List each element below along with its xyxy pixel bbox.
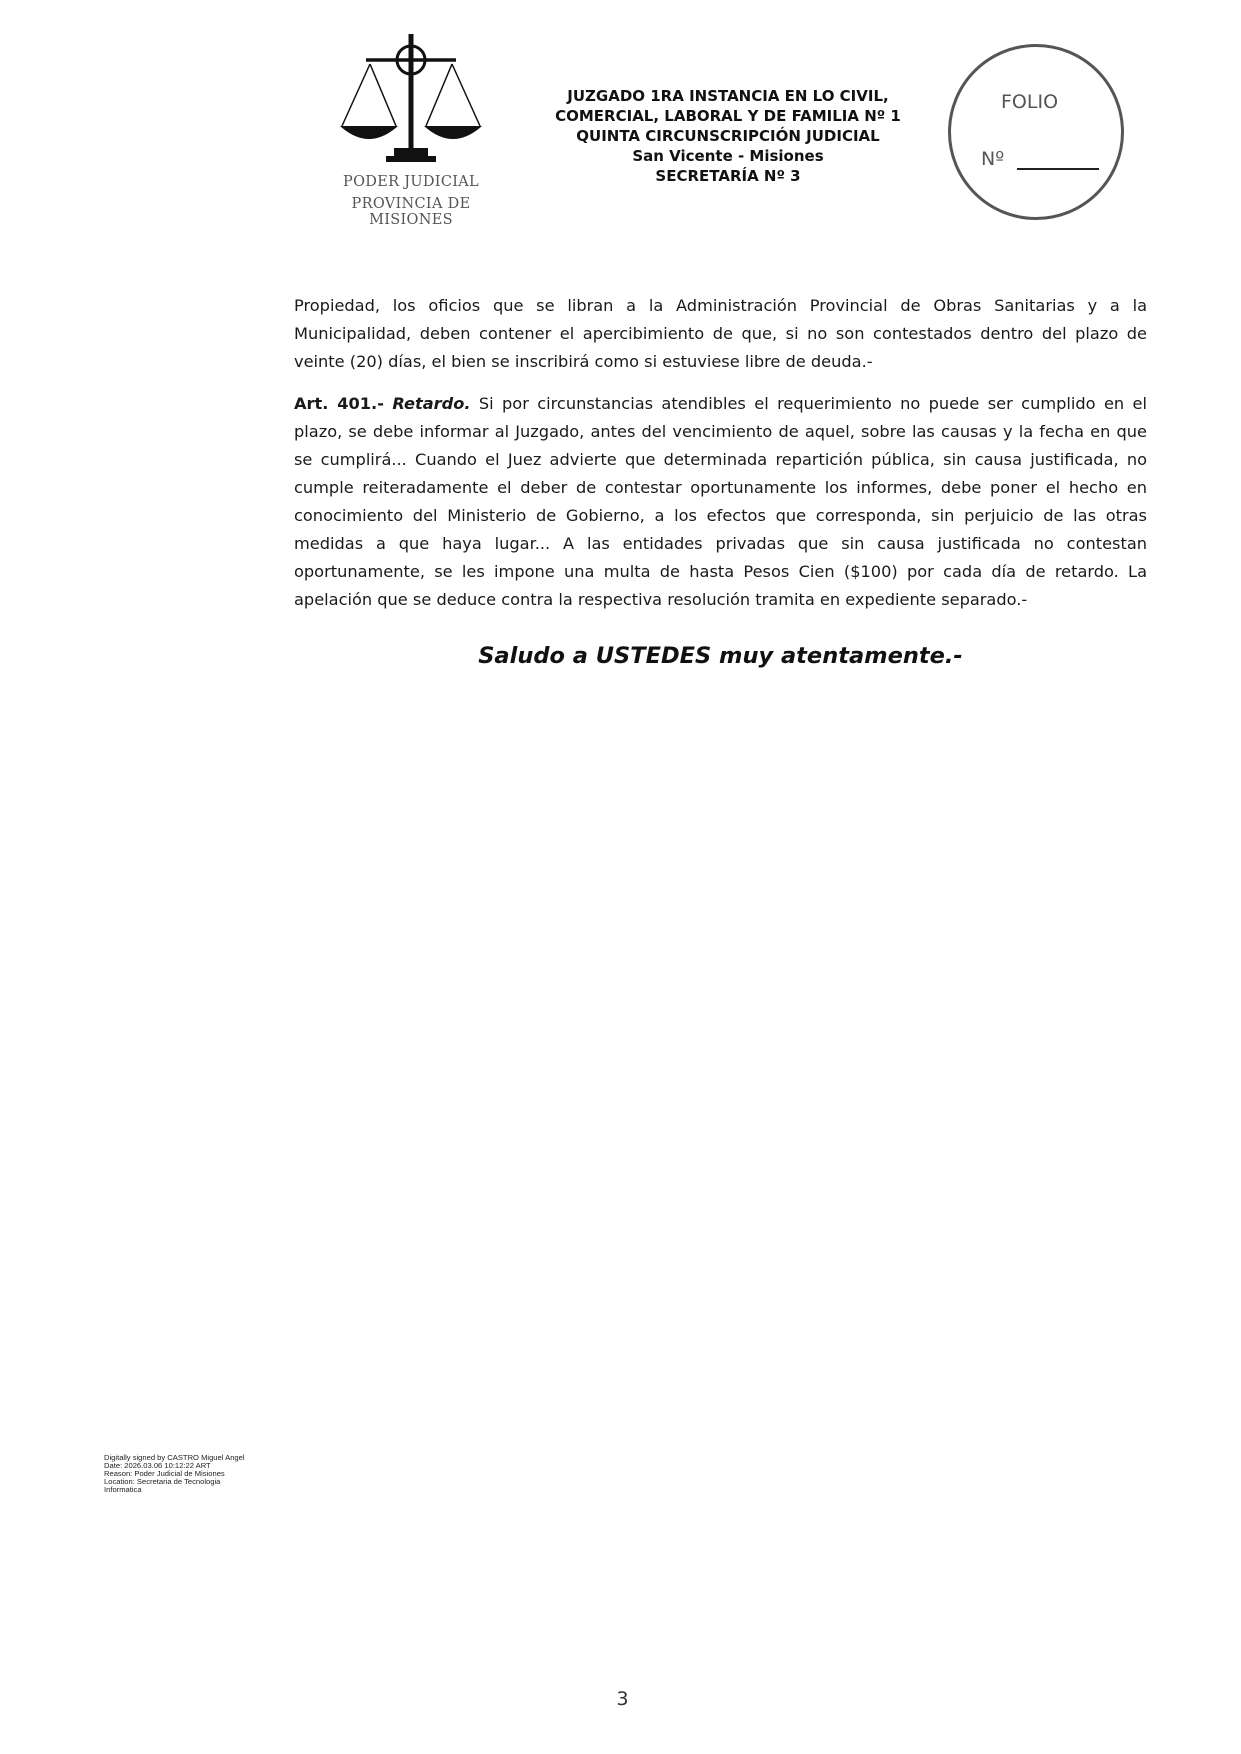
folio-number-label: Nº <box>981 148 1005 170</box>
court-header-line: QUINTA CIRCUNSCRIPCIÓN JUDICIAL <box>576 127 880 145</box>
signature-line: Digitally signed by CASTRO Miguel Angel <box>104 1453 245 1462</box>
document-body <box>294 292 1147 614</box>
page-number: 3 <box>616 1688 629 1710</box>
closing-salutation: Saludo a USTEDES muy atentamente.- <box>478 643 963 669</box>
logo-line-1: PODER JUDICIAL <box>343 174 479 190</box>
signature-line: Informatica <box>104 1485 142 1494</box>
court-header-line: San Vicente - Misiones <box>632 147 824 165</box>
scales-of-justice-icon <box>330 30 490 170</box>
folio-label: FOLIO <box>1001 91 1059 113</box>
folio-number-line <box>1017 168 1099 170</box>
article-title: Retardo. <box>392 394 471 413</box>
paragraph: Propiedad, los oficios que se libran a la Administración Provincial de Obras Sanitarias y a la Municipalidad, deben contener el apercibimiento de que, si no son contestados dentro del plazo de veinte (20) días, el bien se inscribirá como si estuviese libre de deuda.- <box>294 296 1147 371</box>
digital-signature <box>104 1454 245 1494</box>
article-number: Art. 401.- <box>294 394 384 413</box>
signature-line: Date: 2026.03.06 10:12:22 ART <box>104 1461 211 1470</box>
court-header-line: JUZGADO 1RA INSTANCIA EN LO CIVIL, <box>567 87 889 105</box>
signature-line: Reason: Poder Judicial de Misiones <box>104 1469 225 1478</box>
court-header-line: COMERCIAL, LABORAL Y DE FAMILIA Nº 1 <box>555 107 901 125</box>
court-logo <box>308 30 514 228</box>
article-paragraph <box>294 390 1147 614</box>
article-text: Si por circunstancias atendibles el requerimiento no puede ser cumplido en el plazo, se debe informar al Juzgado, antes del vencimiento de aquel, sobre las causas y la fecha en que se cumplirá... Cuando el Juez advierte que determinada repartición pública, sin causa justificada, no cumple reiteradamente el deber de contestar oportunamente los informes, debe poner el hecho en conocimiento del Ministerio de Gobierno, a los efectos que corresponda, sin perjuicio de las otras medidas a que haya lugar... A las entidades privadas que sin causa justificada no contestan oportunamente, se les impone una multa de hasta Pesos Cien ($100) por cada día de retardo. La apelación que se deduce contra la respectiva resolución tramita en expediente separado.- <box>294 394 1147 609</box>
folio-stamp <box>948 44 1124 220</box>
signature-line: Location: Secretaria de Tecnologia <box>104 1477 221 1486</box>
court-header-line: SECRETARÍA Nº 3 <box>655 167 801 185</box>
court-header <box>540 86 916 186</box>
logo-line-2: PROVINCIA DE MISIONES <box>351 196 471 228</box>
